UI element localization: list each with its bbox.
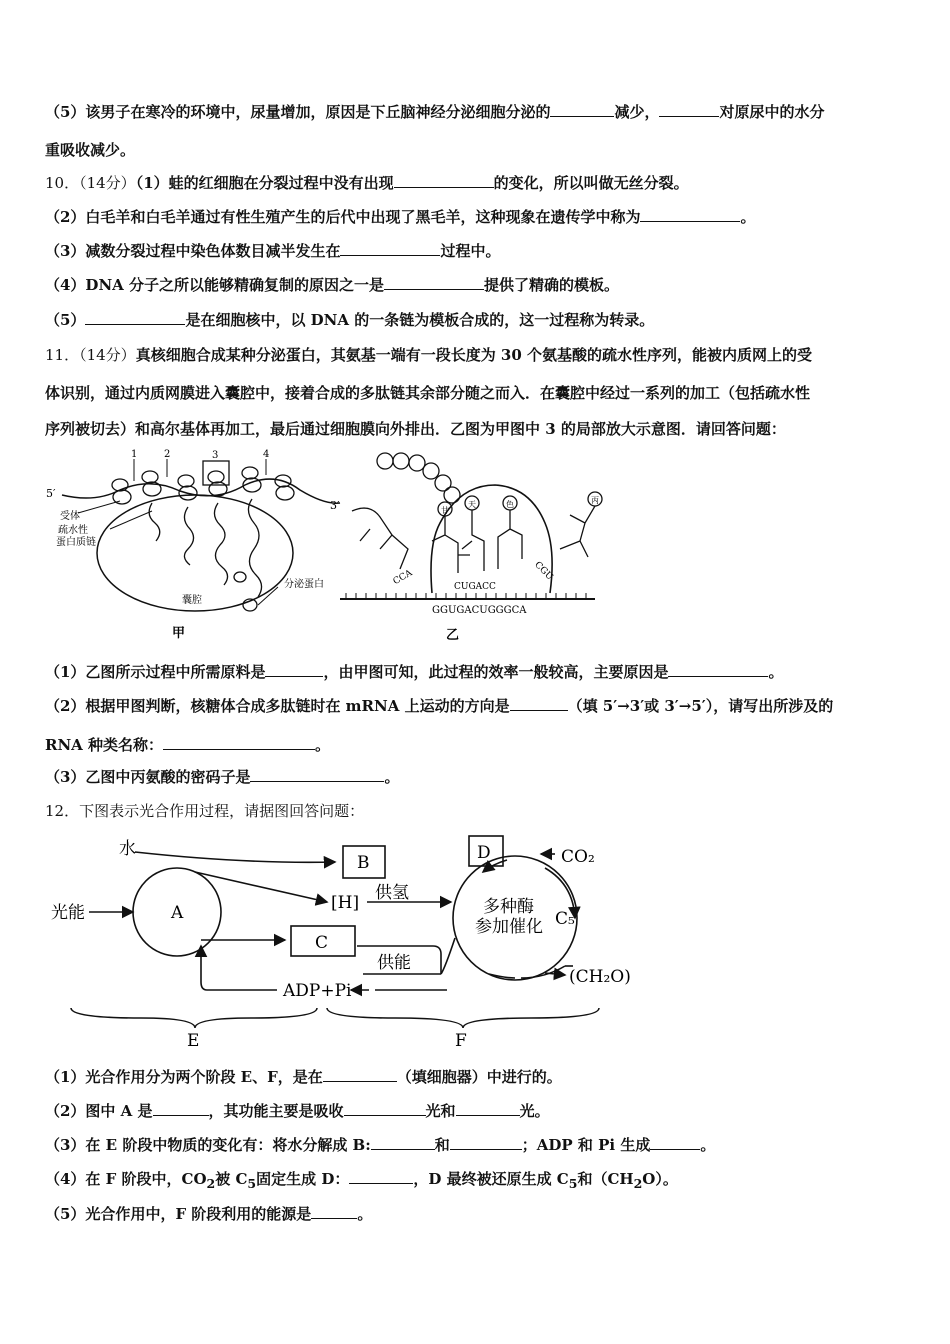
q11-2-text-a: （2）根据甲图判断，核糖体合成多肽链时在 mRNA 上运动的方向是 [45,697,510,715]
q12-line1 [45,801,910,821]
q10-line4 [45,275,910,295]
answer-blank[interactable] [550,102,614,117]
q12-4-text-e: 和（CH [577,1170,634,1188]
q12-4-text-c: 固定生成 D： [256,1170,350,1188]
q11-2-line1 [45,696,910,716]
q9-5-line2: 重吸收减少。 [45,141,136,159]
label-B: B [357,853,370,873]
answer-blank[interactable] [349,1169,413,1184]
label-H: [H] [331,893,360,913]
figure-yi [340,453,602,643]
q10-line3 [45,241,910,261]
q12-5-text-a: （5）光合作用中，F 阶段利用的能源是 [45,1205,312,1223]
label-C: C [315,933,329,953]
q9-5-line1 [45,102,910,122]
q11-1-text-a: （1）乙图所示过程中所需原料是 [45,663,266,681]
label-cugacc: CUGACC [454,582,496,592]
label-hydrophobic: 疏水性 [58,525,88,536]
q12-stem: 12．下图表示光合作用过程，请据图回答问题： [45,802,365,820]
answer-blank[interactable] [323,1067,397,1082]
label-co2: CO₂ [561,847,595,867]
photosynthesis-figure [45,828,650,1050]
q11-3-text-a: （3）乙图中丙氨酸的密码子是 [45,768,251,786]
q10-3-text-b: 过程中。 [440,242,501,260]
label-4: 4 [263,449,270,460]
q12-5-text-b: 。 [357,1205,373,1223]
caption-jia: 甲 [172,626,186,641]
q9-5-text-a: （5）该男子在寒冷的环境中，尿量增加，原因是下丘脑神经分泌细胞分泌的 [45,103,551,121]
protein-synthesis-figure [40,445,610,645]
q10-number: 10．（14分） [45,174,136,192]
label-3: 3 [212,450,219,461]
q10-1-text-b: 的变化，所以叫做无丝分裂。 [493,174,689,192]
q12-2-text-c: 光和 [425,1102,456,1120]
q12-4-text-b: 被 C [215,1170,248,1188]
answer-blank[interactable] [650,1135,700,1150]
q12-3-text-c: ；ADP 和 Pi 生成 [521,1136,651,1154]
q10-line5 [45,310,910,330]
label-cca: CCA [391,568,415,588]
label-c5: C₅ [555,909,575,929]
label-bing: 丙 [591,496,599,505]
label-A: A [171,903,184,923]
q10-2-text-b: 。 [740,208,756,226]
answer-blank[interactable] [394,173,494,188]
q11-3-line [45,767,910,787]
q12-1-line [45,1067,910,1087]
q12-3-text-d: 。 [700,1136,716,1154]
label-gan: 甘 [441,506,449,515]
answer-blank[interactable] [340,241,440,256]
q10-3-text-a: （3）减数分裂过程中染色体数目减半发生在 [45,242,341,260]
answer-blank[interactable] [153,1101,209,1116]
answer-blank[interactable] [659,102,719,117]
figure-jia [46,449,340,641]
label-1: 1 [131,449,138,460]
answer-blank[interactable] [344,1101,426,1116]
q12-4-text-a: （4）在 F 阶段中，CO [45,1170,207,1188]
answer-blank[interactable] [450,1135,522,1150]
label-protein-chain: 蛋白质链 [56,537,96,548]
answer-blank[interactable] [510,696,568,711]
label-tian: 天 [468,500,476,509]
q11-2-text-b: （填 5′→3′或 3′→5′），请写出所涉及的 [567,697,834,715]
q10-line2 [45,207,910,227]
q12-3-text-b: 和 [434,1136,450,1154]
q12-3-text-a: （3）在 E 阶段中物质的变化有：将水分解成 B: [45,1136,371,1154]
q11-1-line [45,662,910,682]
q12-2-text-b: ，其功能主要是吸收 [208,1102,344,1120]
q11-2-text-d: 。 [315,736,331,754]
q12-1-text-a: （1）光合作用分为两个阶段 E、F，是在 [45,1068,323,1086]
label-lumen: 囊腔 [182,595,202,606]
label-catalysis: 参加催化 [475,917,543,937]
label-3prime: 3′ [330,499,340,512]
label-light-energy: 光能 [51,903,85,923]
answer-blank[interactable] [265,662,323,677]
q11-1-text-c: 。 [768,663,784,681]
q12-3-line [45,1135,910,1155]
answer-blank[interactable] [456,1101,520,1116]
q11-line3: 序列被切去）和高尔基体再加工，最后通过细胞膜向外排出．乙图为甲图中 3 的局部放大示意图．请回答问题： [45,420,786,438]
label-ch2o: (CH₂O) [569,967,631,987]
q12-2-line [45,1101,910,1121]
q10-5-text-b: 是在细胞核中，以 DNA 的一条链为模板合成的，这一过程称为转录。 [185,311,655,329]
label-5prime: 5′ [46,487,56,500]
label-supply-hydrogen: 供氢 [375,883,409,903]
q11-3-text-b: 。 [384,768,400,786]
answer-blank[interactable] [311,1204,357,1219]
q9-5-text-c: 对原尿中的水分 [719,103,825,121]
answer-blank[interactable] [371,1135,435,1150]
q10-4-text-a: （4）DNA 分子之所以能够精确复制的原因之一是 [45,276,385,294]
q12-5-line [45,1204,910,1224]
q12-1-text-b: （填细胞器）中进行的。 [396,1068,562,1086]
label-supply-energy: 供能 [377,953,411,973]
answer-blank[interactable] [384,275,484,290]
label-adp-pi: ADP+Pi [283,981,352,1001]
answer-blank[interactable] [85,310,185,325]
q11-line2: 体识别，通过内质网膜进入囊腔中，接着合成的多肽链其余部分随之而入．在囊腔中经过一系列的加工（包括疏水性 [45,384,811,402]
q9-5-text-b: 减少， [614,103,660,121]
q10-4-text-b: 提供了精确的模板。 [484,276,620,294]
label-cgu: CGU [532,560,555,583]
q12-4-text-f: O）。 [642,1170,678,1188]
q10-5-text-a: （5） [45,311,86,329]
caption-yi: 乙 [446,628,460,643]
q11-2-line2 [45,735,910,755]
label-secreted-protein: 分泌蛋白 [284,579,324,590]
q12-4-text-d: ，D 最终被还原生成 C [413,1170,569,1188]
q10-line1 [45,173,910,193]
q12-2-text-d: 光。 [519,1102,550,1120]
answer-blank[interactable] [640,207,740,222]
q11-line1 [45,345,910,365]
q11-number: 11．（14分） [45,346,136,364]
answer-blank[interactable] [163,735,315,750]
q10-1-text-a: （1）蛙的红细胞在分裂过程中没有出现 [135,174,394,192]
label-D: D [477,843,491,863]
label-F: F [455,1031,467,1050]
label-water: 水 [119,839,136,859]
label-2: 2 [164,449,171,460]
label-E: E [187,1031,200,1050]
q12-4-line: （4）在 F 阶段中，$CO_2$被 $C_5$固定生成 D： ，D 最终被还原生成 $C_5$和$(CH_2O)$。 [45,1170,678,1191]
label-receptor: 受体 [60,511,80,522]
q11-1-text-b: ，由甲图可知，此过程的效率一般较高，主要原因是 [323,663,669,681]
label-enzymes: 多种酶 [483,897,534,917]
q12-2-text-a: （2）图中 A 是 [45,1102,153,1120]
label-mrna-sequence: GGUGACUGGGCA [432,605,527,616]
label-se: 色 [506,500,514,509]
q11-2-text-c: RNA 种类名称： [45,736,164,754]
q11-stem-1: 真核细胞合成某种分泌蛋白，其氨基一端有一段长度为 30 个氨基酸的疏水性序列，能被内质网上的受 [135,346,813,364]
answer-blank[interactable] [668,662,768,677]
answer-blank[interactable] [250,767,384,782]
q10-2-text-a: （2）白毛羊和白毛羊通过有性生殖产生的后代中出现了黑毛羊，这种现象在遗传学中称为 [45,208,641,226]
